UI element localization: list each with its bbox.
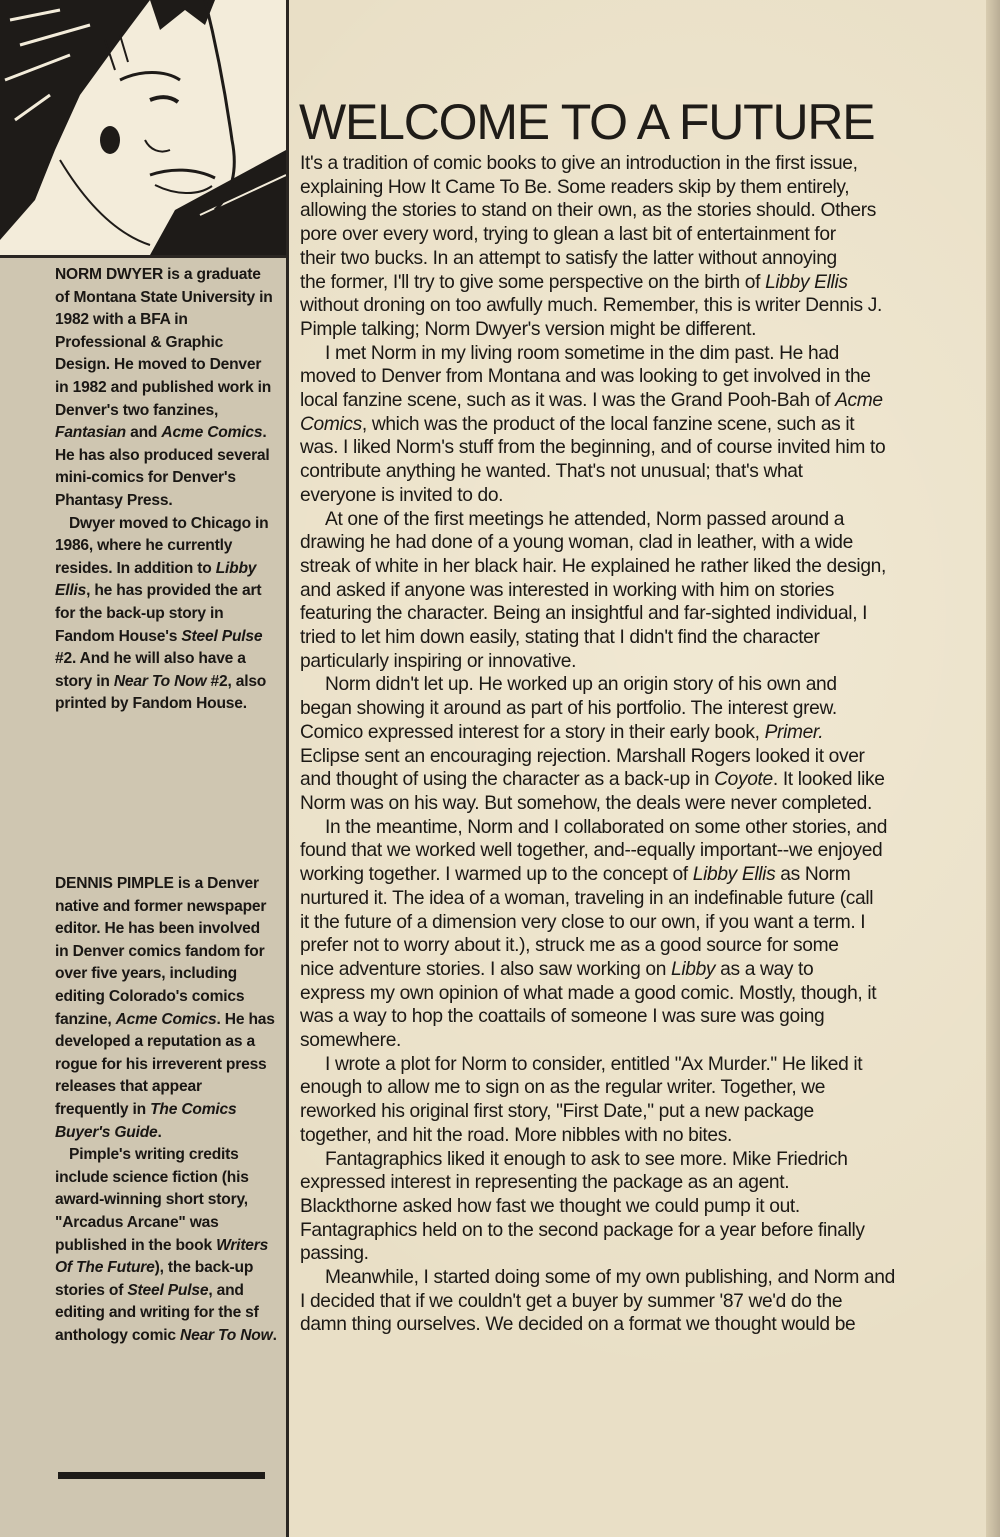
line-text: reworked his original first story, "First Date," put a new package xyxy=(300,1101,814,1123)
article-line xyxy=(300,318,980,342)
article-line xyxy=(300,484,980,508)
line-text: Norm didn't let up. He worked up an origin story of his own and xyxy=(325,674,837,696)
article-line xyxy=(300,1053,980,1077)
article-line xyxy=(300,792,980,816)
italic-title: Libby Ellis xyxy=(765,271,848,293)
article-line xyxy=(300,673,980,697)
italic-title: Steel Pulse xyxy=(181,627,263,645)
article-line xyxy=(300,460,980,484)
italic-title: Libby Ellis xyxy=(55,559,257,600)
line-text: damn thing ourselves. We decided on a format we thought would be xyxy=(300,1314,856,1336)
article-line xyxy=(300,247,980,271)
line-text: particularly inspiring or innovative. xyxy=(300,650,577,672)
line-text: Norm was on his way. But somehow, the deals were never completed. xyxy=(300,792,872,814)
italic-title: Near To Now xyxy=(113,672,207,690)
italic-title: Acme Comics xyxy=(115,1010,217,1028)
sidebar-end-rule xyxy=(58,1472,265,1479)
article-line xyxy=(300,1171,980,1195)
bio-text: . xyxy=(272,1326,277,1344)
line-text: I wrote a plot for Norm to consider, entitled "Ax Murder." He liked it xyxy=(325,1053,863,1075)
article-line xyxy=(300,436,980,460)
line-text: Pimple talking; Norm Dwyer's version might be different. xyxy=(300,318,757,340)
italic-title: The Comics Buyer's Guide xyxy=(55,1100,237,1141)
line-text: contribute anything he wanted. That's not unusual; that's what xyxy=(300,461,803,483)
line-text: everyone is invited to do. xyxy=(300,484,504,506)
bio-text: DENNIS PIMPLE is a Denver native and former newspaper editor. He has been involved in Denver comics fandom for over five years, including editing Colorado's comics fanzine, xyxy=(55,875,267,1028)
line-text: Blackthorne asked how fast we thought we could pump it out. xyxy=(300,1195,800,1217)
line-text: together, and hit the road. More nibbles with no bites. xyxy=(300,1124,732,1146)
article-line xyxy=(300,579,980,603)
line-text: moved to Denver from Montana and was looking to get involved in the xyxy=(300,366,871,388)
article-line xyxy=(300,839,980,863)
line-text: Eclipse sent an encouraging rejection. Marshall Rogers looked it over xyxy=(300,745,865,767)
article-line xyxy=(300,152,980,176)
bio-text: . xyxy=(157,1123,162,1141)
bio-text: , he has provided the art for the back-up story in Fandom House's xyxy=(55,582,262,645)
article-line xyxy=(300,1219,980,1243)
line-text: their two bucks. In an attempt to satisfy the latter without annoying xyxy=(300,247,837,269)
line-text: , which was the product of the local fanzine scene, such as it xyxy=(361,413,855,435)
italic-title: Writers Of The Future xyxy=(55,1236,269,1277)
italic-title: Libby xyxy=(671,958,716,980)
line-text: prefer not to worry about it.), struck me as a good source for some xyxy=(300,935,839,957)
italic-title: Comics xyxy=(300,413,362,435)
line-text: drawing he had done of a young woman, clad in leather, with a wide xyxy=(300,532,853,554)
line-text: and asked if anyone was interested in working with him on stories xyxy=(300,579,834,601)
page-edge xyxy=(986,0,1000,1537)
article-line xyxy=(300,1100,980,1124)
line-text: began showing it around as part of his portfolio. The interest grew. xyxy=(300,698,837,720)
bio-text: #2. And he will also have a story in xyxy=(55,650,246,690)
sidebar xyxy=(0,0,288,1537)
article-line xyxy=(300,176,980,200)
line-text: and thought of using the character as a back-up in xyxy=(300,769,715,791)
article-body xyxy=(300,152,980,1337)
article-line xyxy=(300,816,980,840)
article-title: WELCOME TO A FUTURE xyxy=(299,94,875,150)
italic-title: Steel Pulse xyxy=(127,1281,209,1299)
line-text: it the future of a dimension very close to our own, if you want a term. I xyxy=(300,911,866,933)
sidebar-divider xyxy=(286,0,289,1537)
italic-title: Acme Comics xyxy=(161,424,263,442)
line-text: allowing the stories to stand on their own, as the stories should. Others xyxy=(300,200,876,222)
article-line xyxy=(300,294,980,318)
article-line xyxy=(300,934,980,958)
line-text: streak of white in her black hair. He explained he rather liked the design, xyxy=(300,555,886,577)
italic-title: Coyote xyxy=(714,769,773,791)
bio-text: and xyxy=(126,424,162,442)
article-line xyxy=(300,650,980,674)
article-line xyxy=(300,745,980,769)
article-line xyxy=(300,602,980,626)
article-line xyxy=(300,721,980,745)
line-text: . It looked like xyxy=(772,769,885,791)
bio-text: #2, also printed by Fandom House. xyxy=(55,672,267,713)
bio-text: . He has also produced several mini-comics for Denver's Phantasy Press. xyxy=(55,424,270,509)
line-text: Comico expressed interest for a story in their early book, xyxy=(300,721,765,743)
article-line xyxy=(300,223,980,247)
article-line xyxy=(300,697,980,721)
italic-title: Near To Now xyxy=(180,1326,273,1344)
article-line xyxy=(300,1290,980,1314)
article-line xyxy=(300,887,980,911)
line-text: featuring the character. Being an insightful and far-sighted individual, I xyxy=(300,603,868,625)
article-line xyxy=(300,1195,980,1219)
article-line xyxy=(300,555,980,579)
article-line xyxy=(300,389,980,413)
line-text: nice adventure stories. I also saw working on xyxy=(300,958,672,980)
line-text: tried to let him down easily, stating that I didn't find the character xyxy=(300,627,820,649)
line-text: somewhere. xyxy=(300,1030,402,1052)
line-text: Fantagraphics liked it enough to ask to see more. Mike Friedrich xyxy=(325,1148,848,1170)
line-text: explaining How It Came To Be. Some readers skip by them entirely, xyxy=(300,176,850,198)
article-line xyxy=(300,768,980,792)
article-line xyxy=(300,626,980,650)
article-line xyxy=(300,508,980,532)
line-text: as Norm xyxy=(775,864,851,886)
line-text: I met Norm in my living room sometime in the dim past. He had xyxy=(325,342,839,364)
bio-paragraph xyxy=(55,264,277,513)
line-text: without droning on too awfully much. Remember, this is writer Dennis J. xyxy=(300,295,882,317)
bio-text: Dwyer moved to Chicago in 1986, where he currently resides. In addition to xyxy=(55,514,269,577)
line-text: Meanwhile, I started doing some of my own publishing, and Norm and xyxy=(325,1267,895,1289)
bio-paragraph xyxy=(55,513,277,716)
line-text: It's a tradition of comic books to give an introduction in the first issue, xyxy=(300,153,858,174)
italic-title: Libby Ellis xyxy=(692,864,776,886)
line-text: In the meantime, Norm and I collaborated on some other stories, and xyxy=(325,816,888,838)
article-line xyxy=(300,1029,980,1053)
bio-paragraph xyxy=(55,873,277,1144)
line-text: local fanzine scene, such as it was. I was the Grand Pooh-Bah of xyxy=(300,390,836,412)
bio-paragraph xyxy=(55,1144,277,1347)
line-text: found that we worked well together, and--equally important--we enjoyed xyxy=(300,840,883,862)
bio-text: . He has developed a reputation as a rogue for his irreverent press releases that appear frequently in xyxy=(55,1010,275,1118)
dennis-pimple-bio xyxy=(55,873,277,1347)
article-line xyxy=(300,1005,980,1029)
article-line xyxy=(300,342,980,366)
italic-title: Primer. xyxy=(764,721,824,743)
line-text: was a way to hop the coattails of someone I was sure was going xyxy=(300,1006,825,1028)
bio-text: , and editing and writing for the sf anthology comic xyxy=(55,1281,259,1344)
article-line xyxy=(300,1313,980,1337)
italic-title: Fantasian xyxy=(55,424,126,442)
line-text: nurtured it. The idea of a woman, traveling in an indefinable future (call xyxy=(300,887,874,909)
bio-text: Pimple's writing credits include science fiction (his award-winning short story, "Arcadus Arcane" was published in the book xyxy=(55,1146,249,1254)
line-text: At one of the first meetings he attended, Norm passed around a xyxy=(325,508,845,530)
article-line xyxy=(300,199,980,223)
line-text: I decided that if we couldn't get a buyer by summer '87 we'd do the xyxy=(300,1290,843,1312)
article-line xyxy=(300,1242,980,1266)
character-portrait-illustration xyxy=(0,0,286,258)
portrait-drawing xyxy=(0,0,286,255)
article-line xyxy=(300,1266,980,1290)
line-text: expressed interest in representing the package as an agent. xyxy=(300,1172,790,1194)
line-text: working together. I warmed up to the concept of xyxy=(300,864,693,886)
italic-title: Acme xyxy=(835,390,883,412)
line-text: enough to allow me to sign on as the regular writer. Together, we xyxy=(300,1077,826,1099)
article-line xyxy=(300,271,980,295)
line-text: Fantagraphics held on to the second package for a year before finally xyxy=(300,1219,865,1241)
article-line xyxy=(300,911,980,935)
bio-text: ), the back-up stories of xyxy=(55,1259,254,1299)
bio-text: NORM DWYER is a graduate of Montana State University in 1982 with a BFA in Professional & Graphic Design. He moved to Denver in 1982 and published work in Denver's two fanzines, xyxy=(55,266,273,419)
article-line xyxy=(300,413,980,437)
article-line xyxy=(300,1148,980,1172)
line-text: the former, I'll try to give some perspective on the birth of xyxy=(300,271,766,293)
article-line xyxy=(300,365,980,389)
article-line xyxy=(300,1124,980,1148)
line-text: was. I liked Norm's stuff from the beginning, and of course invited him to xyxy=(300,437,886,459)
line-text: pore over every word, trying to glean a last bit of entertainment for xyxy=(300,224,836,246)
norm-dwyer-bio xyxy=(55,264,277,716)
article-line xyxy=(300,958,980,982)
article-line xyxy=(300,1076,980,1100)
article-line xyxy=(300,982,980,1006)
article-line xyxy=(300,863,980,887)
line-text: passing. xyxy=(300,1243,369,1265)
line-text: express my own opinion of what made a good comic. Mostly, though, it xyxy=(300,982,877,1004)
article-line xyxy=(300,531,980,555)
line-text: as a way to xyxy=(715,958,814,980)
